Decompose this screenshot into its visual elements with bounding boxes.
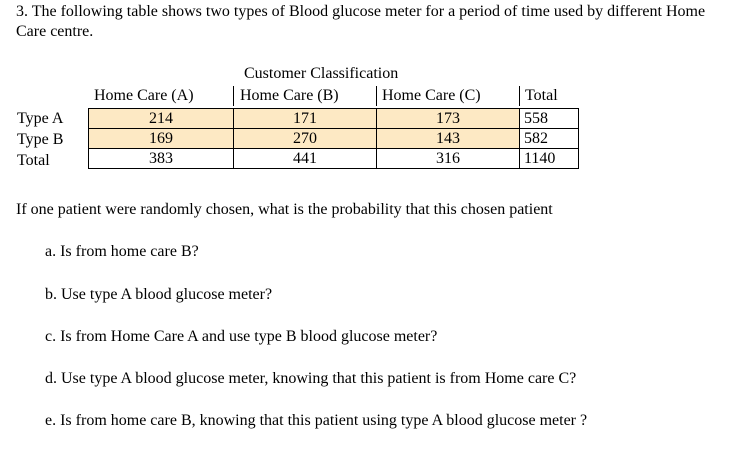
sub-question-e: e. Is from home care B, knowing that this patient using type A blood glucose meter ?	[45, 412, 588, 429]
column-divider	[233, 86, 234, 106]
column-divider	[376, 86, 377, 106]
table-cell: 383	[89, 149, 234, 169]
table-cell: 169	[89, 129, 234, 149]
sub-question-c: c. Is from Home Care A and use type B blood glucose meter?	[45, 328, 438, 345]
question-heading: 3. The following table shows two types of Blood glucose meter for a period of time used by different Home Care centre.	[16, 3, 706, 40]
table-cell-total: 582	[520, 129, 579, 149]
question-prompt: If one patient were randomly chosen, what is the probability that this chosen patient	[16, 201, 553, 218]
table-row	[89, 149, 579, 169]
table-cell-total: 1140	[520, 149, 579, 169]
table-cell-total: 558	[520, 109, 579, 129]
row-label-type-a: Type A	[17, 110, 64, 127]
table-cell: 270	[234, 129, 377, 149]
row-label-type-b: Type B	[17, 131, 64, 148]
column-header-home-care-c: Home Care (C)	[382, 87, 481, 104]
contingency-table	[88, 108, 579, 169]
column-header-home-care-b: Home Care (B)	[240, 87, 339, 104]
table-cell: 173	[377, 109, 520, 129]
table-cell: 316	[377, 149, 520, 169]
table-cell: 214	[89, 109, 234, 129]
column-header-home-care-a: Home Care (A)	[94, 87, 194, 104]
column-header-total: Total	[525, 87, 558, 104]
table-row	[89, 109, 579, 129]
table-cell: 441	[234, 149, 377, 169]
table-cell: 171	[234, 109, 377, 129]
table-cell: 143	[377, 129, 520, 149]
table-group-heading: Customer Classification	[244, 65, 399, 82]
row-label-total: Total	[17, 152, 50, 169]
sub-question-b: b. Use type A blood glucose meter?	[45, 286, 273, 303]
column-divider	[519, 86, 520, 106]
sub-question-a: a. Is from home care B?	[45, 243, 199, 260]
sub-question-d: d. Use type A blood glucose meter, knowing that this patient is from Home care C?	[45, 370, 577, 387]
table-row	[89, 129, 579, 149]
